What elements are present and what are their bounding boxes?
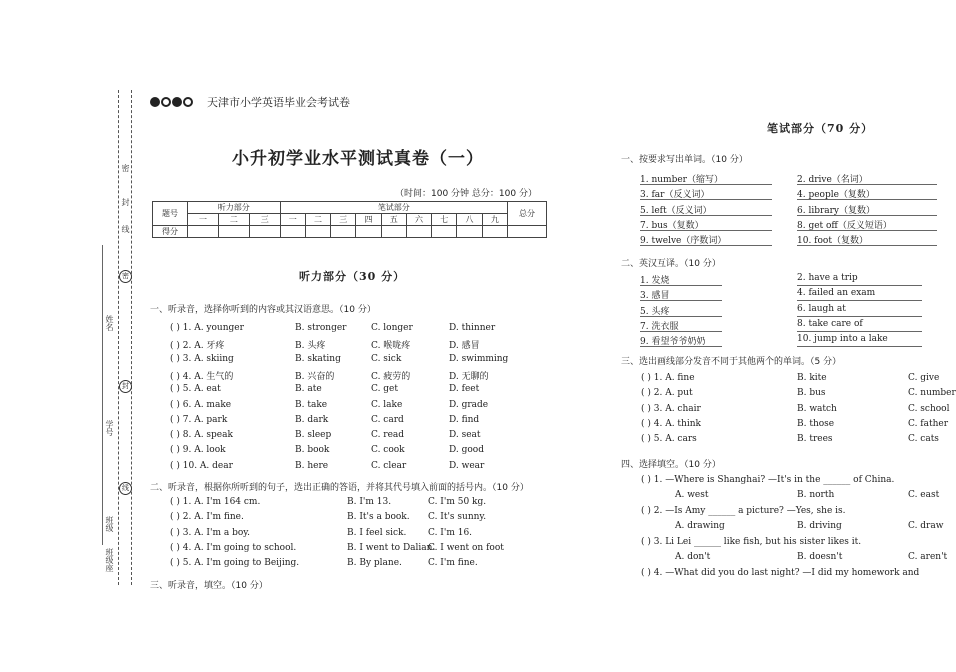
question-item: ( ) 4. A. I'm going to school. <box>170 542 297 553</box>
translate-task: 8. take care of <box>797 318 863 329</box>
score-cell[interactable] <box>457 226 482 238</box>
col-w6: 六 <box>406 214 431 226</box>
score-cell[interactable] <box>406 226 431 238</box>
word-task: 8. get off（反义短语） <box>797 220 892 231</box>
score-cell[interactable] <box>280 226 305 238</box>
listening-part2-heading: 二、听录音，根据你所听到的句子，选出正确的答语，并将其代号填入前面的括号内。（10 分） <box>150 483 529 493</box>
col-w8: 八 <box>457 214 482 226</box>
option-b[interactable]: B. 兴奋的 <box>295 371 335 382</box>
score-cell[interactable] <box>305 226 330 238</box>
mc-question-4: ( ) 4. —What did you do last night? —I did my homework and <box>641 568 920 578</box>
question-item: ( ) 10. A. dear <box>170 460 233 471</box>
question-item: ( ) 2. A. I'm fine. <box>170 512 244 523</box>
answer-blank[interactable] <box>797 285 922 286</box>
option-b[interactable]: B. 头疼 <box>295 341 326 352</box>
option-c[interactable]: C. card <box>371 414 404 425</box>
translate-task: 2. have a trip <box>797 273 858 283</box>
option-c[interactable]: C. I'm 50 kg. <box>428 497 487 507</box>
mc-question-2: ( ) 2. —Is Amy ______ a picture? —Yes, she is. <box>641 506 846 516</box>
word-task: 1. number（缩写） <box>640 175 723 185</box>
time-info: （时间：100 分钟 总分：100 分） <box>395 189 537 199</box>
option-b[interactable]: B. By plane. <box>347 558 402 569</box>
translate-task: 5. 头疼 <box>640 306 670 317</box>
option-b[interactable]: B. watch <box>797 403 837 414</box>
option-c[interactable]: C. sick <box>371 353 402 364</box>
series-title: 天津市小学英语毕业会考试卷 <box>207 96 350 109</box>
score-cell[interactable] <box>188 226 219 238</box>
col-w3: 三 <box>331 214 356 226</box>
option-c[interactable]: C. longer <box>371 323 413 333</box>
question-item: ( ) 1. A. I'm 164 cm. <box>170 497 261 507</box>
series-logo <box>150 92 194 111</box>
translate-task: 10. jump into a lake <box>797 334 888 345</box>
mc-question-1: ( ) 1. —Where is Shanghai? —It's in the ______ of China. <box>641 475 895 485</box>
question-item: ( ) 7. A. park <box>170 414 228 425</box>
option-b[interactable]: B. here <box>295 460 329 471</box>
group-writing: 笔试部分 <box>280 202 507 214</box>
option-d[interactable]: D. grade <box>449 399 489 410</box>
answer-blank[interactable] <box>797 245 937 246</box>
score-cell[interactable] <box>249 226 280 238</box>
mc-q2-option-b[interactable]: B. driving <box>797 521 842 531</box>
option-c[interactable]: C. cook <box>371 445 405 456</box>
listening-part1-heading: 一、听录音，选择你听到的内容或其汉语意思。（10 分） <box>150 305 376 315</box>
option-d[interactable]: D. feet <box>449 384 480 395</box>
phonics-item: ( ) 1. A. fine <box>641 373 695 383</box>
margin-label-xian: 线 <box>121 225 130 233</box>
score-cell[interactable] <box>432 226 457 238</box>
answer-blank[interactable] <box>640 230 772 231</box>
option-c[interactable]: C. I'm fine. <box>428 558 478 569</box>
margin-label-feng: 封 <box>121 198 130 206</box>
question-item: ( ) 5. A. I'm going to Beijing. <box>170 558 300 569</box>
option-b[interactable]: B. take <box>295 399 328 410</box>
binding-dashed-line-2 <box>131 90 132 585</box>
score-cell[interactable] <box>482 226 507 238</box>
seal-circle-2: 封 <box>119 380 132 393</box>
option-c[interactable]: C. I'm 16. <box>428 527 473 538</box>
option-b[interactable]: B. dark <box>295 414 329 425</box>
mc-q1-option-a[interactable]: A. west <box>675 490 709 500</box>
option-d[interactable]: D. wear <box>449 460 485 471</box>
option-b[interactable]: B. trees <box>797 434 833 445</box>
answer-blank[interactable] <box>640 316 722 317</box>
mc-q3-option-a[interactable]: A. don't <box>675 552 711 562</box>
option-c[interactable]: C. I went on foot <box>428 542 504 553</box>
answer-blank[interactable] <box>640 331 722 332</box>
translate-task: 1. 发烧 <box>640 276 670 286</box>
option-c[interactable]: C. give <box>908 373 940 383</box>
col-l1: 一 <box>188 214 219 226</box>
translate-task: 6. laugh at <box>797 303 846 314</box>
option-c[interactable]: C. 疲劳的 <box>371 371 411 382</box>
margin-label-seat: 班级座 <box>105 548 114 572</box>
mc-q1-option-b[interactable]: B. north <box>797 490 835 500</box>
option-c[interactable]: C. read <box>371 430 405 441</box>
option-c[interactable]: C. number <box>908 388 956 399</box>
word-task: 5. left（反义词） <box>640 205 712 216</box>
answer-blank[interactable] <box>640 285 722 286</box>
question-item: ( ) 1. A. younger <box>170 323 244 333</box>
option-b[interactable]: B. sleep <box>295 430 332 441</box>
score-cell[interactable] <box>331 226 356 238</box>
word-task: 2. drive（名词） <box>797 175 868 185</box>
col-w2: 二 <box>305 214 330 226</box>
phonics-item: ( ) 2. A. put <box>641 388 693 399</box>
listening-section-title: 听力部分（30 分） <box>299 270 406 283</box>
option-d[interactable]: D. thinner <box>449 323 496 333</box>
margin-label-id: 学号 <box>105 420 114 436</box>
margin-label-mi: 密 <box>121 164 130 172</box>
mc-q3-option-b[interactable]: B. doesn't <box>797 552 843 562</box>
writing-section-title: 笔试部分（70 分） <box>767 122 874 135</box>
option-b[interactable]: B. bus <box>797 388 826 399</box>
mc-q2-option-a[interactable]: A. drawing <box>675 521 725 531</box>
seal-circle-3: 线 <box>119 482 132 495</box>
score-table <box>152 201 547 238</box>
option-b[interactable]: B. those <box>797 418 835 429</box>
total-header: 总分 <box>508 202 547 226</box>
option-d[interactable]: D. 无聊的 <box>449 371 489 382</box>
answer-blank[interactable] <box>640 199 772 200</box>
word-task: 3. far（反义词） <box>640 190 710 201</box>
word-task: 9. twelve（序数词） <box>640 236 727 247</box>
binding-dashed-line <box>118 90 119 585</box>
option-b[interactable]: B. book <box>295 445 330 456</box>
mc-question-3: ( ) 3. Li Lei ______ like fish, but his sister likes it. <box>641 537 862 547</box>
score-cell[interactable] <box>218 226 249 238</box>
col-l3: 三 <box>249 214 280 226</box>
answer-blank[interactable] <box>797 184 937 185</box>
option-b[interactable]: B. I went to Dalian. <box>347 542 436 553</box>
margin-label-name: 姓名 <box>105 315 114 331</box>
option-b[interactable]: B. stronger <box>295 323 347 333</box>
page-title: 小升初学业水平测试真卷（一） <box>232 149 484 169</box>
option-c[interactable]: C. school <box>908 403 950 414</box>
writing-part3-heading: 三、选出画线部分发音不同于其他两个的单词。（5 分） <box>621 357 842 367</box>
option-b[interactable]: B. I feel sick. <box>347 527 407 538</box>
option-c[interactable]: C. get <box>371 384 398 395</box>
score-cell[interactable] <box>381 226 406 238</box>
table-label-score: 得分 <box>153 226 188 238</box>
col-w5: 五 <box>381 214 406 226</box>
option-d[interactable]: D. 感冒 <box>449 341 480 352</box>
question-item: ( ) 3. A. I'm a boy. <box>170 527 250 538</box>
score-cell[interactable] <box>356 226 381 238</box>
answer-blank[interactable] <box>640 184 772 185</box>
option-b[interactable]: B. skating <box>295 353 341 364</box>
col-w7: 七 <box>432 214 457 226</box>
translate-task: 4. failed an exam <box>797 288 876 299</box>
answer-blank[interactable] <box>797 230 937 231</box>
mc-q2-option-c[interactable]: C. draw <box>908 521 944 531</box>
translate-task: 9. 看望爷爷奶奶 <box>640 337 706 348</box>
group-listening: 听力部分 <box>188 202 281 214</box>
option-d[interactable]: D. swimming <box>449 353 509 364</box>
option-b[interactable]: B. It's a book. <box>347 512 410 523</box>
option-c[interactable]: C. lake <box>371 399 403 410</box>
word-task: 6. library（复数） <box>797 205 876 216</box>
answer-blank[interactable] <box>640 300 722 301</box>
option-d[interactable]: D. seat <box>449 430 481 441</box>
option-c[interactable]: C. father <box>908 418 949 429</box>
listening-part3-heading: 三、听录音，填空。（10 分） <box>150 581 268 591</box>
phonics-item: ( ) 4. A. think <box>641 418 701 429</box>
question-item: ( ) 8. A. speak <box>170 430 233 441</box>
answer-blank[interactable] <box>797 300 922 301</box>
col-w4: 四 <box>356 214 381 226</box>
question-item: ( ) 4. A. 生气的 <box>170 371 234 382</box>
option-c[interactable]: C. It's sunny. <box>428 512 487 523</box>
option-c[interactable]: C. 喉咙疼 <box>371 341 411 352</box>
answer-blank[interactable] <box>640 346 722 347</box>
question-item: ( ) 3. A. skiing <box>170 353 234 364</box>
writing-part1-heading: 一、按要求写出单词。（10 分） <box>621 155 748 165</box>
question-item: ( ) 5. A. eat <box>170 384 221 395</box>
writing-part2-heading: 二、英汉互译。（10 分） <box>621 259 721 269</box>
translate-task: 7. 洗衣服 <box>640 321 679 332</box>
question-item: ( ) 2. A. 牙疼 <box>170 341 225 352</box>
word-task: 4. people（复数） <box>797 190 875 201</box>
col-l2: 二 <box>218 214 249 226</box>
option-d[interactable]: D. find <box>449 414 480 425</box>
answer-blank[interactable] <box>797 199 937 200</box>
option-c[interactable]: C. cats <box>908 434 939 445</box>
option-b[interactable]: B. kite <box>797 373 827 383</box>
option-c[interactable]: C. clear <box>371 460 407 471</box>
option-d[interactable]: D. good <box>449 445 484 456</box>
margin-label-class: 班级 <box>105 516 114 532</box>
col-w9: 九 <box>482 214 507 226</box>
answer-blank[interactable] <box>797 331 922 332</box>
mc-q1-option-c[interactable]: C. east <box>908 490 940 500</box>
translate-task: 3. 感冒 <box>640 291 670 302</box>
answer-blank[interactable] <box>640 215 772 216</box>
writing-part4-heading: 四、选择填空。（10 分） <box>621 460 721 470</box>
answer-blank[interactable] <box>797 346 922 347</box>
phonics-item: ( ) 3. A. chair <box>641 403 701 414</box>
answer-blank[interactable] <box>797 215 937 216</box>
table-label-num: 题号 <box>153 202 188 226</box>
answer-blank[interactable] <box>640 245 772 246</box>
answer-blank[interactable] <box>797 316 922 317</box>
col-w1: 一 <box>280 214 305 226</box>
mc-q3-option-c[interactable]: C. aren't <box>908 552 948 562</box>
phonics-item: ( ) 5. A. cars <box>641 434 697 445</box>
word-task: 7. bus（复数） <box>640 220 704 231</box>
score-cell[interactable] <box>508 226 547 238</box>
seal-circle-1: 密 <box>119 270 132 283</box>
binding-solid-line <box>102 245 103 545</box>
word-task: 10. foot（复数） <box>797 236 868 247</box>
question-item: ( ) 9. A. look <box>170 445 226 456</box>
option-b[interactable]: B. I'm 13. <box>347 497 392 507</box>
option-b[interactable]: B. ate <box>295 384 322 395</box>
question-item: ( ) 6. A. make <box>170 399 232 410</box>
